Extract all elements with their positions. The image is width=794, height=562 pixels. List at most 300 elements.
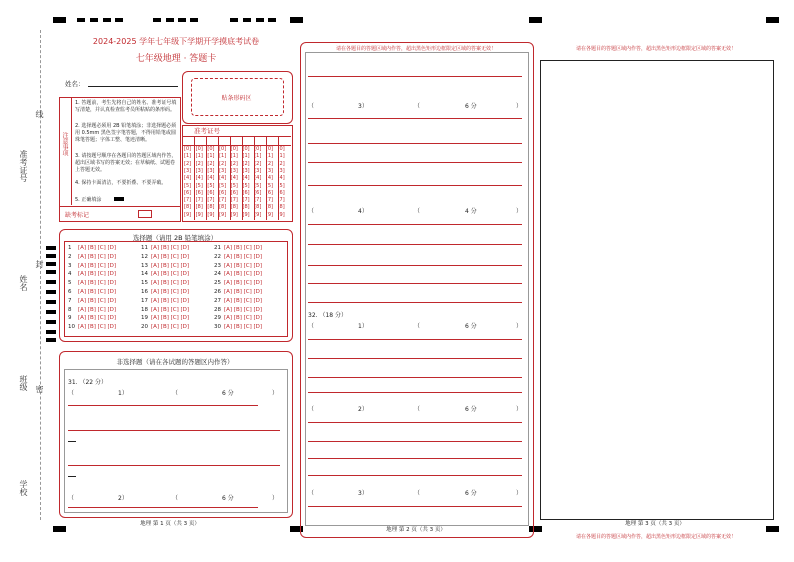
choice-options[interactable]: [A] [B] [C] [D] (151, 262, 190, 269)
choice-number: 24 (214, 271, 221, 278)
choice-question[interactable] (141, 298, 189, 304)
choice-question[interactable] (141, 245, 189, 251)
p3-c: （ (414, 103, 421, 110)
answer-line[interactable] (308, 224, 522, 225)
choice-question[interactable] (141, 315, 189, 321)
q32p1-a: （ (308, 323, 315, 330)
timing-mark (46, 254, 56, 258)
timing-mark (90, 18, 98, 22)
answer-line[interactable] (308, 265, 522, 266)
answer-line[interactable] (308, 162, 522, 163)
exam-no-digit[interactable]: [7] (207, 197, 215, 204)
page2-inner (305, 52, 529, 526)
choice-question[interactable] (141, 263, 189, 269)
exam-no-digit[interactable]: [5] (254, 182, 262, 189)
timing-mark (766, 17, 779, 23)
p2-num: 2） (118, 495, 128, 502)
exam-no-digit[interactable]: [6] (265, 189, 273, 196)
exam-no-digit[interactable]: [9] (242, 211, 250, 218)
choice-options[interactable]: [A] [B] [C] [D] (151, 324, 190, 331)
choice-options[interactable]: [A] [B] [C] [D] (151, 271, 190, 278)
exam-no-digit[interactable]: [7] (184, 197, 192, 204)
answer-line[interactable] (308, 283, 522, 284)
p2-open2: （ (172, 495, 179, 502)
exam-no-digit[interactable]: [7] (265, 197, 273, 204)
choice-number: 27 (214, 297, 221, 304)
timing-mark (243, 18, 251, 22)
choice-question[interactable] (68, 245, 116, 251)
exam-no-digit[interactable]: [3] (195, 167, 203, 174)
q32p3-d: 6 分 (465, 490, 477, 497)
choice-question[interactable] (214, 307, 262, 313)
timing-mark (166, 18, 174, 22)
exam-no-digit[interactable]: [0] (207, 146, 215, 152)
choice-question[interactable] (214, 315, 262, 321)
q32p1-b: 1） (358, 323, 368, 330)
q32p3-e: ） (516, 490, 523, 497)
p3-b: 3） (358, 103, 368, 110)
fill-sample (114, 197, 124, 201)
page3-warning-bottom: 请在各题目的答题区域内作答，超出黑色矩形边框限定区域的答案无效！ (575, 534, 736, 540)
page2-warning: 请在各题目的答题区域内作答，超出黑色矩形边框限定区域的答案无效！ (335, 46, 496, 52)
choice-number: 19 (141, 315, 148, 322)
exam-no-digit[interactable]: [8] (195, 204, 203, 211)
choice-question[interactable] (141, 289, 189, 295)
answer-line[interactable] (308, 458, 522, 459)
exam-no-digit[interactable]: [5] (207, 182, 215, 189)
exam-no-digit[interactable]: [3] (184, 167, 192, 174)
footer-p2: 地理 第 2 页（共 3 页） (386, 527, 446, 533)
exam-no-digit[interactable]: [0] (265, 146, 273, 152)
timing-mark (115, 18, 123, 22)
timing-mark (46, 300, 56, 304)
choice-options[interactable]: [A] [B] [C] [D] (78, 262, 117, 269)
side-class: 班级 (19, 375, 28, 391)
choice-options[interactable]: [A] [B] [C] [D] (78, 306, 117, 313)
choice-question[interactable] (214, 280, 262, 286)
choice-number: 14 (141, 271, 148, 278)
answer-line[interactable] (308, 422, 522, 423)
timing-mark (46, 290, 56, 294)
choice-number: 12 (141, 253, 148, 260)
exam-no-digit[interactable]: [5] (230, 182, 238, 189)
exam-no-digit[interactable]: [6] (230, 189, 238, 196)
choice-number: 26 (214, 289, 221, 295)
choice-options[interactable]: [A] [B] [C] [D] (78, 271, 117, 278)
p2-open: （ (68, 495, 75, 502)
q32p2-e: ） (516, 406, 523, 413)
name-label: 姓名： (65, 80, 85, 88)
choice-question[interactable] (214, 254, 262, 260)
choice-number: 21 (214, 245, 221, 251)
timing-mark (46, 320, 56, 324)
exam-no-digit[interactable]: [2] (265, 160, 273, 167)
exam-no-digit[interactable]: [6] (242, 189, 250, 196)
exam-no-digit[interactable]: [0] (254, 146, 262, 152)
exam-no-digit[interactable]: [5] (265, 182, 273, 189)
exam-no-digit[interactable]: [5] (219, 182, 227, 189)
choice-number: 3 (68, 262, 72, 269)
exam-no-digit[interactable]: [6] (195, 189, 203, 196)
exam-no-digit[interactable]: [0] (277, 146, 285, 152)
answer-line[interactable] (308, 506, 522, 507)
exam-no-digit[interactable]: [4] (207, 175, 215, 182)
answer-line[interactable] (68, 430, 280, 431)
p3-a: （ (308, 103, 315, 110)
choice-question[interactable] (68, 298, 116, 304)
answer-line[interactable] (68, 441, 76, 442)
timing-mark (153, 18, 161, 22)
p4-a: （ (308, 208, 315, 215)
exam-no-digit[interactable]: [8] (219, 204, 227, 211)
timing-mark (230, 18, 238, 22)
exam-no-digit[interactable]: [4] (242, 175, 250, 182)
choice-question[interactable] (68, 307, 116, 313)
answer-line[interactable] (308, 475, 522, 476)
p2-close: ） (272, 495, 279, 502)
divider (182, 136, 183, 220)
exam-no-digit[interactable]: [8] (207, 204, 215, 211)
timing-mark (46, 280, 56, 284)
answer-line[interactable] (68, 405, 258, 406)
choice-question[interactable] (68, 271, 116, 277)
exam-no-digit[interactable]: [3] (230, 167, 238, 174)
answer-line[interactable] (308, 143, 522, 144)
choice-question[interactable] (214, 263, 262, 269)
choice-options[interactable]: [A] [B] [C] [D] (224, 315, 263, 322)
choice-number: 1 (68, 245, 72, 251)
answer-line[interactable] (308, 441, 522, 442)
p4-e: ） (516, 208, 523, 215)
exam-no-digit[interactable]: [5] (242, 182, 250, 189)
choice-question[interactable] (214, 271, 262, 277)
choice-number: 20 (141, 324, 148, 331)
choice-number: 15 (141, 280, 148, 287)
exam-no-digit[interactable]: [2] (230, 160, 238, 167)
exam-no-digit[interactable]: [4] (265, 175, 273, 182)
choice-options[interactable]: [A] [B] [C] [D] (224, 271, 263, 278)
choice-question[interactable] (214, 245, 262, 251)
exam-no-digit[interactable]: [1] (242, 153, 250, 160)
choice-number: 5 (68, 280, 72, 287)
exam-no-digit[interactable]: [6] (207, 189, 215, 196)
choice-options[interactable]: [A] [B] [C] [D] (78, 297, 117, 304)
exam-no-digit[interactable]: [7] (230, 197, 238, 204)
exam-no-digit[interactable]: [1] (195, 153, 203, 160)
choice-number: 9 (68, 315, 72, 322)
exam-no-digit[interactable]: [8] (230, 204, 238, 211)
exam-no-digit[interactable]: [2] (207, 160, 215, 167)
side-line: 线 (35, 110, 44, 118)
timing-mark (766, 526, 779, 532)
choice-number: 4 (68, 271, 72, 278)
choice-question[interactable] (214, 298, 262, 304)
choice-options[interactable]: [A] [B] [C] [D] (78, 324, 117, 331)
choice-question[interactable] (68, 324, 116, 330)
choice-options[interactable]: [A] [B] [C] [D] (224, 245, 263, 251)
exam-no-digit[interactable]: [0] (219, 146, 227, 152)
choice-options[interactable]: [A] [B] [C] [D] (224, 253, 263, 260)
p4-d: 4 分 (465, 208, 477, 215)
p4-b: 4） (358, 208, 368, 215)
timing-mark (529, 17, 542, 23)
exam-no-digit[interactable]: [7] (195, 197, 203, 204)
p1-open: （ (68, 390, 75, 397)
timing-mark (46, 246, 56, 250)
choice-question[interactable] (68, 315, 116, 321)
answer-line[interactable] (68, 476, 76, 477)
exam-no-digit[interactable]: [9] (230, 211, 238, 218)
exam-no-digit[interactable]: [4] (219, 175, 227, 182)
p1-close: ） (272, 390, 279, 397)
choice-question[interactable] (141, 280, 189, 286)
timing-mark (178, 18, 186, 22)
choice-options[interactable]: [A] [B] [C] [D] (78, 315, 117, 322)
choice-question[interactable] (141, 324, 189, 330)
notes-item-1: 1. 答题前，考生先将自己的姓名、准考证号填写清楚，并认真检查监考员所粘贴的条形码。 (75, 100, 177, 113)
choice-question[interactable] (68, 254, 116, 260)
choice-number: 23 (214, 262, 221, 269)
choice-question[interactable] (141, 271, 189, 277)
choice-options[interactable]: [A] [B] [C] [D] (78, 253, 117, 260)
q32p3-a: （ (308, 490, 315, 497)
notes-label: 注意事项 (61, 132, 68, 156)
exam-no-digit[interactable]: [9] (195, 211, 203, 218)
exam-no-digit[interactable]: [3] (207, 167, 215, 174)
choice-options[interactable]: [A] [B] [C] [D] (151, 315, 190, 322)
choice-number: 18 (141, 306, 148, 313)
exam-no-digit[interactable]: [1] (277, 153, 285, 160)
notes-item-3: 3. 请按题号顺序在各题目的答题区域内作答，超出区域书写的答案无效；在草稿纸、试题卷上答题无效。 (75, 153, 177, 173)
timing-mark (256, 18, 264, 22)
exam-no-digit[interactable]: [4] (277, 175, 285, 182)
timing-mark (46, 310, 56, 314)
exam-no-digit[interactable]: [8] (254, 204, 262, 211)
choice-number: 10 (68, 324, 75, 331)
q32p1-d: 6 分 (465, 323, 477, 330)
exam-no-digit[interactable]: [7] (254, 197, 262, 204)
exam-no-digit[interactable]: [3] (277, 167, 285, 174)
divider (71, 98, 72, 205)
choice-options[interactable]: [A] [B] [C] [D] (151, 297, 190, 304)
q32p2-a: （ (308, 406, 315, 413)
exam-no-digit[interactable]: [3] (242, 167, 250, 174)
exam-no-digit[interactable]: [8] (277, 204, 285, 211)
choice-options[interactable]: [A] [B] [C] [D] (78, 245, 117, 251)
timing-mark (190, 18, 198, 22)
binding-line (40, 30, 41, 520)
q32p2-c: （ (414, 406, 421, 413)
exam-no-digit[interactable]: [7] (277, 197, 285, 204)
exam-no-digit[interactable]: [2] (184, 160, 192, 167)
choice-number: 22 (214, 253, 221, 260)
choice-number: 16 (141, 289, 148, 295)
exam-no-digit[interactable]: [0] (242, 146, 250, 152)
choice-options[interactable]: [A] [B] [C] [D] (224, 306, 263, 313)
choice-number: 7 (68, 297, 72, 304)
page3-answer-area[interactable] (540, 60, 774, 520)
exam-no-digit[interactable]: [6] (254, 189, 262, 196)
exam-no-label: 准考证号 (194, 127, 220, 135)
exam-no-digit[interactable]: [9] (219, 211, 227, 218)
choice-options[interactable]: [A] [B] [C] [D] (224, 324, 263, 331)
exam-no-digit[interactable]: [2] (254, 160, 262, 167)
exam-no-digit[interactable]: [6] (184, 189, 192, 196)
divider (182, 136, 291, 137)
exam-no-digit[interactable]: [5] (184, 182, 192, 189)
choice-options[interactable]: [A] [B] [C] [D] (78, 289, 117, 295)
answer-line[interactable] (308, 118, 522, 119)
exam-title: 2024-2025 学年七年级下学期开学摸底考试卷 (92, 37, 260, 46)
choice-question[interactable] (68, 263, 116, 269)
choice-question[interactable] (214, 289, 262, 295)
exam-no-digit[interactable]: [8] (242, 204, 250, 211)
choice-options[interactable]: [A] [B] [C] [D] (151, 245, 190, 251)
choice-number: 6 (68, 289, 72, 295)
timing-mark (46, 262, 56, 266)
notes-item-5: 5. 正确填涂 (75, 197, 102, 203)
timing-mark (290, 17, 303, 23)
choice-options[interactable]: [A] [B] [C] [D] (151, 306, 190, 313)
answer-line[interactable] (308, 358, 522, 359)
choice-number: 30 (214, 324, 221, 331)
exam-no-digit[interactable]: [0] (230, 146, 238, 152)
exam-no-digit[interactable]: [4] (184, 175, 192, 182)
q32p2-b: 2） (358, 406, 368, 413)
choice-options[interactable]: [A] [B] [C] [D] (78, 280, 117, 287)
exam-no-digit[interactable]: [1] (184, 153, 192, 160)
choice-options[interactable]: [A] [B] [C] [D] (151, 253, 190, 260)
timing-mark (46, 330, 56, 334)
choice-options[interactable]: [A] [B] [C] [D] (151, 289, 190, 295)
choice-title: 选择题（请用 2B 铅笔填涂） (132, 234, 218, 242)
exam-no-digit[interactable]: [1] (230, 153, 238, 160)
exam-no-digit[interactable]: [9] (184, 211, 192, 218)
side-seal: 封 (35, 260, 44, 268)
footer-p3: 地理 第 3 页（共 3 页） (625, 521, 685, 527)
barcode-label: 贴条形码区 (221, 95, 252, 102)
choice-number: 25 (214, 280, 221, 287)
choice-question[interactable] (141, 254, 189, 260)
q32p2-d: 6 分 (465, 406, 477, 413)
q32p3-b: 3） (358, 490, 368, 497)
choice-options[interactable]: [A] [B] [C] [D] (224, 297, 263, 304)
exam-no-digit[interactable]: [1] (219, 153, 227, 160)
exam-no-digit[interactable]: [9] (254, 211, 262, 218)
timing-mark (268, 18, 276, 22)
exam-no-digit[interactable]: [6] (219, 189, 227, 196)
timing-mark (53, 526, 66, 532)
exam-no-digit[interactable]: [0] (184, 146, 192, 152)
exam-no-digit[interactable]: [6] (277, 189, 285, 196)
exam-no-digit[interactable]: [7] (242, 197, 250, 204)
exam-no-digit[interactable]: [9] (207, 211, 215, 218)
exam-no-digit[interactable]: [3] (219, 167, 227, 174)
side-name: 姓名 (19, 275, 28, 291)
name-field[interactable] (88, 86, 178, 87)
timing-mark (103, 18, 111, 22)
answer-line[interactable] (308, 76, 522, 77)
exam-no-digit[interactable]: [9] (265, 211, 273, 218)
choice-number: 13 (141, 262, 148, 269)
choice-number: 29 (214, 315, 221, 322)
exam-no-digit[interactable]: [3] (265, 167, 273, 174)
choice-number: 8 (68, 306, 72, 313)
exam-no-digit[interactable]: [3] (254, 167, 262, 174)
exam-subtitle: 七年级地理 · 答题卡 (135, 54, 217, 64)
answer-line[interactable] (308, 377, 522, 378)
choice-question[interactable] (214, 324, 262, 330)
choice-options[interactable]: [A] [B] [C] [D] (151, 280, 190, 287)
exam-no-digit[interactable]: [2] (219, 160, 227, 167)
side-dense: 密 (35, 385, 44, 393)
exam-no-digit[interactable]: [7] (219, 197, 227, 204)
answer-line[interactable] (308, 185, 522, 186)
timing-mark (77, 18, 85, 22)
p1-score: 6 分 (222, 390, 234, 397)
exam-no-digit[interactable]: [2] (277, 160, 285, 167)
q31-label: 31. （22 分） (68, 379, 107, 386)
choice-question[interactable] (68, 289, 116, 295)
page3-warning-top: 请在各题目的答题区域内作答，超出黑色矩形边框限定区域的答案无效！ (575, 46, 736, 52)
answer-line[interactable] (308, 302, 522, 303)
q32p1-c: （ (414, 323, 421, 330)
answer-line[interactable] (68, 507, 258, 508)
p4-c: （ (414, 208, 421, 215)
answer-line[interactable] (308, 339, 522, 340)
exam-no-digit[interactable]: [1] (207, 153, 215, 160)
exam-no-digit[interactable]: [4] (195, 175, 203, 182)
p2-score: 6 分 (222, 495, 234, 502)
answer-line[interactable] (308, 392, 522, 393)
exam-no-digit[interactable]: [2] (195, 160, 203, 167)
exam-no-digit[interactable]: [5] (277, 182, 285, 189)
exam-no-digit[interactable]: [0] (195, 146, 203, 152)
side-exam-no: 准考证号 (19, 150, 28, 182)
notes-item-2: 2. 选择题必须用 2B 铅笔填涂；非选择题必须用 0.5mm 黑色签字笔答题，不得用铅笔或圆珠笔答题；字体工整、笔迹清晰。 (75, 123, 177, 143)
timing-mark (46, 270, 56, 274)
exam-no-digit[interactable]: [1] (265, 153, 273, 160)
side-school: 学校 (19, 480, 28, 496)
nonchoice-title: 非选择题（请在各试题的答题区内作答） (116, 358, 234, 366)
notes-item-4: 4. 保持卡面清洁，不要折叠、不要弄破。 (75, 180, 167, 186)
footer-p1: 地理 第 1 页（共 3 页） (140, 521, 200, 527)
exam-no-digit[interactable]: [4] (230, 175, 238, 182)
exam-no-digit[interactable]: [2] (242, 160, 250, 167)
choice-options[interactable]: [A] [B] [C] [D] (224, 289, 263, 295)
choice-options[interactable]: [A] [B] [C] [D] (224, 262, 263, 269)
answer-line[interactable] (68, 465, 280, 466)
q32p3-c: （ (414, 490, 421, 497)
exam-no-digit[interactable]: [8] (184, 204, 192, 211)
p3-e: ） (516, 103, 523, 110)
exam-no-digit[interactable]: [1] (254, 153, 262, 160)
choice-question[interactable] (141, 307, 189, 313)
choice-question[interactable] (68, 280, 116, 286)
timing-mark (53, 17, 66, 23)
q32p1-e: ） (516, 323, 523, 330)
exam-no-digit[interactable]: [8] (265, 204, 273, 211)
exam-no-digit[interactable]: [5] (195, 182, 203, 189)
answer-line[interactable] (308, 244, 522, 245)
exam-no-digit[interactable]: [4] (254, 175, 262, 182)
choice-number: 28 (214, 306, 221, 313)
q32-label: 32. （18 分） (308, 312, 347, 319)
choice-number: 11 (141, 245, 148, 251)
absent-checkbox[interactable] (138, 210, 152, 218)
choice-options[interactable]: [A] [B] [C] [D] (224, 280, 263, 287)
exam-no-digit[interactable]: [9] (277, 211, 285, 218)
